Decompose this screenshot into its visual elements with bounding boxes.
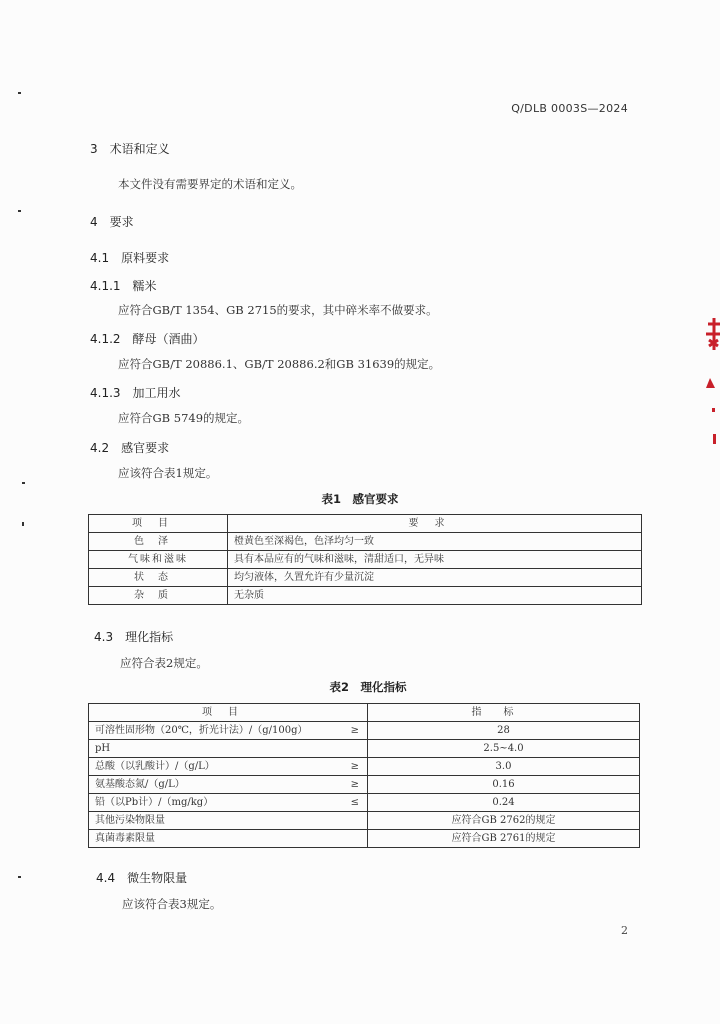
seal-stamp-fragment <box>700 310 720 460</box>
table-header-cell: 要求 <box>228 515 642 533</box>
table-cell-item: 可溶性固形物（20℃，折光计法）/（g/100g） <box>95 725 308 736</box>
table-cell-item: 真菌毒素限量 <box>95 833 155 844</box>
table-cell-value: 0.16 <box>368 776 640 794</box>
table-header-row <box>89 704 640 722</box>
table-cell-item: 氨基酸态氮/（g/L） <box>95 779 185 790</box>
section-3-heading: 3 术语和定义 <box>90 142 170 156</box>
table-cell-operator: ≥ <box>350 761 359 772</box>
section-4-2-heading: 4.2 感官要求 <box>90 441 170 455</box>
table-cell: 杂质 <box>89 587 228 605</box>
table-cell-operator: ≥ <box>350 779 359 790</box>
section-4-4-heading: 4.4 微生物限量 <box>96 871 188 885</box>
table-cell-item: 总酸（以乳酸计）/（g/L） <box>95 761 215 772</box>
document-id: Q/DLB 0003S—2024 <box>511 102 628 115</box>
section-4-4-text: 应该符合表3规定。 <box>122 897 222 911</box>
table-cell: 无杂质 <box>228 587 642 605</box>
table-cell-value: 3.0 <box>368 758 640 776</box>
table-header-row <box>89 515 642 533</box>
table-cell: 橙黄色至深褐色，色泽均匀一致 <box>228 533 642 551</box>
table-row <box>89 587 642 605</box>
section-4-3-heading: 4.3 理化指标 <box>94 630 174 644</box>
table-2-physicochemical <box>88 703 640 848</box>
table-row <box>89 533 642 551</box>
table-cell-operator: ≥ <box>350 725 359 736</box>
table-cell: 气味和滋味 <box>89 551 228 569</box>
section-4-1-2-heading: 4.1.2 酵母（酒曲） <box>90 332 205 346</box>
table-row <box>89 794 640 812</box>
table-cell: 状态 <box>89 569 228 587</box>
table-cell-value: 2.5~4.0 <box>368 740 640 758</box>
section-3-text: 本文件没有需要界定的术语和定义。 <box>118 177 302 191</box>
table-2-caption: 表2 理化指标 <box>329 680 407 694</box>
section-4-heading: 4 要求 <box>90 215 134 229</box>
table-row <box>89 740 640 758</box>
table-row <box>89 776 640 794</box>
table-cell: 均匀液体，久置允许有少量沉淀 <box>228 569 642 587</box>
section-4-3-text: 应符合表2规定。 <box>120 656 208 670</box>
section-4-1-3-text: 应符合GB 5749的规定。 <box>118 411 250 425</box>
scan-speck <box>22 482 25 484</box>
table-cell-operator: ≤ <box>350 797 359 808</box>
table-header-cell: 项目 <box>89 515 228 533</box>
scan-speck <box>18 92 21 94</box>
table-row <box>89 812 640 830</box>
table-cell-value: 应符合GB 2761的规定 <box>368 830 640 848</box>
section-4-1-2-text: 应符合GB/T 20886.1、GB/T 20886.2和GB 31639的规定。 <box>118 357 441 371</box>
table-1-sensory <box>88 514 642 605</box>
table-cell-item: pH <box>95 743 111 754</box>
table-cell-value: 应符合GB 2762的规定 <box>368 812 640 830</box>
section-4-1-1-heading: 4.1.1 糯米 <box>90 279 157 293</box>
scan-speck <box>18 210 21 212</box>
scan-speck <box>18 876 21 878</box>
table-cell-item: 铅（以Pb计）/（mg/kg） <box>95 797 214 808</box>
table-1-caption: 表1 感官要求 <box>321 492 399 506</box>
table-cell: 色泽 <box>89 533 228 551</box>
section-4-2-text: 应该符合表1规定。 <box>118 466 218 480</box>
scan-speck <box>22 522 24 526</box>
table-row <box>89 551 642 569</box>
table-row <box>89 758 640 776</box>
table-cell: 具有本品应有的气味和滋味，清甜适口，无异味 <box>228 551 642 569</box>
page-number: 2 <box>621 924 628 937</box>
table-header-cell: 项目 <box>89 704 368 722</box>
table-row <box>89 830 640 848</box>
section-4-1-heading: 4.1 原料要求 <box>90 251 170 265</box>
table-header-cell: 指标 <box>368 704 640 722</box>
section-4-1-1-text: 应符合GB/T 1354、GB 2715的要求，其中碎米率不做要求。 <box>118 303 438 317</box>
section-4-1-3-heading: 4.1.3 加工用水 <box>90 386 181 400</box>
table-cell-value: 28 <box>368 722 640 740</box>
table-row <box>89 569 642 587</box>
table-cell-value: 0.24 <box>368 794 640 812</box>
table-row <box>89 722 640 740</box>
table-cell-item: 其他污染物限量 <box>95 815 165 826</box>
